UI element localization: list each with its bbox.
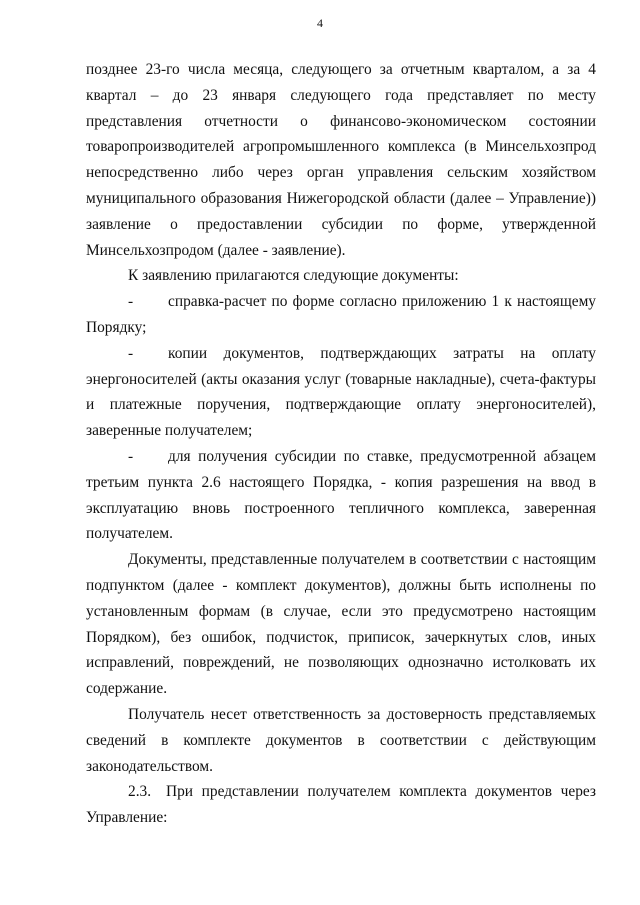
list-item-text: копии документов, подтверждающих затраты на оплату энергоносителей (акты оказания услуг (товарные накладные), счета-фактуры и платежные поручения, подтверждающие оплату энергоносителей), заверенные получателем; bbox=[86, 344, 596, 440]
list-marker: - bbox=[128, 293, 134, 311]
list-item bbox=[86, 444, 596, 547]
paragraph-responsibility: Получатель несет ответственность за достоверность представляемых сведений в комплекте документов в соответствии с действующим законодательством. bbox=[86, 705, 596, 775]
paragraph-documents-requirements: Документы, представленные получателем в соответствии с настоящим подпунктом (далее - комплект документов), должны быть исполнены по установленным формам (в случае, если это предусмотрено настоящим Порядком), без ошибок, подчисток, приписок, зачеркнутых слов, иных исправлений, повреждений, не позволяющих однозначно истолковать их содержание. bbox=[86, 551, 596, 698]
item-number: 2.3. bbox=[128, 783, 152, 801]
list-marker: - bbox=[128, 344, 134, 362]
paragraph-attachments-intro: К заявлению прилагаются следующие документы: bbox=[128, 267, 459, 285]
list-item-text: справка-расчет по форме согласно приложению 1 к настоящему Порядку; bbox=[86, 293, 596, 336]
list-item-text: для получения субсидии по ставке, предусмотренной абзацем третьим пункта 2.6 настоящего Порядка, - копия разрешения на ввод в эксплуатацию вновь построенного тепличного комплекса, заверенная получателем. bbox=[86, 447, 596, 543]
list-item bbox=[86, 289, 596, 341]
document-body bbox=[86, 57, 596, 831]
numbered-item bbox=[86, 779, 596, 831]
list-marker: - bbox=[128, 447, 134, 465]
paragraph-continuation: позднее 23-го числа месяца, следующего за отчетным кварталом, а за 4 квартал – до 23 января следующего года представляет по месту представления отчетности о финансово-экономическом состоянии товаропроизводителей агропромышленного комплекса (в Минсельхозпрод непосредственно либо через орган управления сельским хозяйством муниципального образования Нижегородской области (далее – Управление)) заявление о предоставлении субсидии по форме, утвержденной Минсельхозпродом (далее - заявление). bbox=[86, 61, 596, 259]
numbered-item-text: При представлении получателем комплекта документов через Управление: bbox=[86, 783, 596, 827]
page-number: 4 bbox=[317, 16, 323, 30]
list-item bbox=[86, 341, 596, 444]
